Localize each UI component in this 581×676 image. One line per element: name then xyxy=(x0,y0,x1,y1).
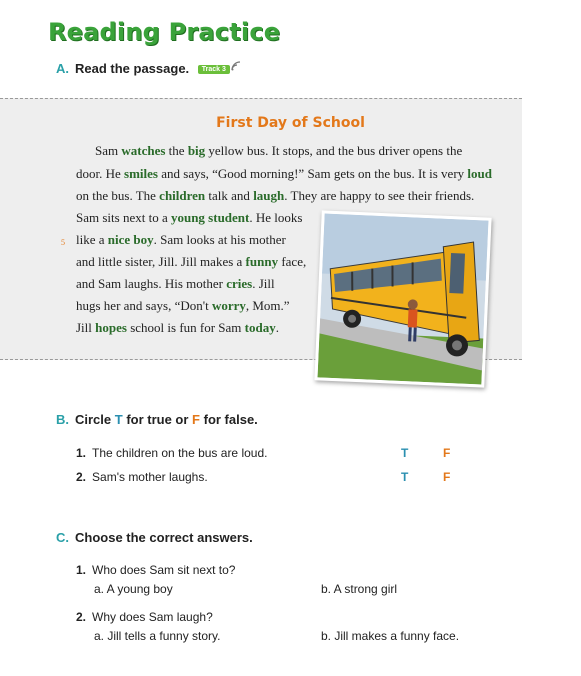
mc-question xyxy=(76,610,213,624)
passage-text: Jill xyxy=(76,320,96,335)
vocab-word: nice boy xyxy=(107,232,154,247)
passage-text: and Sam laughs. His mother xyxy=(76,276,227,291)
vocab-word: young student xyxy=(170,210,250,225)
vocab-word: loud xyxy=(467,166,492,181)
passage-text: and little sister, Jill. Jill makes a xyxy=(76,254,246,269)
passage-line xyxy=(76,210,302,226)
false-option[interactable]: F xyxy=(443,446,451,460)
question-text: Who does Sam sit next to? xyxy=(92,563,236,577)
passage-text: on the bus. The xyxy=(76,188,160,203)
answer-option-b[interactable]: b. A strong girl xyxy=(321,582,398,596)
passage-line xyxy=(76,320,279,336)
answer-option-a[interactable]: a. A young boy xyxy=(94,582,173,596)
instruction-true-letter: T xyxy=(114,412,123,427)
passage-text: Sam sits next to a xyxy=(76,210,171,225)
vocab-word: smiles xyxy=(124,166,158,181)
section-b-instruction-mid: for true or xyxy=(122,412,193,427)
passage-title: First Day of School xyxy=(216,115,365,131)
vocab-word: laugh xyxy=(253,188,285,203)
passage-text: . Jill xyxy=(252,276,275,291)
audio-wave-icon xyxy=(231,61,241,71)
passage-text: the xyxy=(165,143,188,158)
true-option[interactable]: T xyxy=(401,470,409,484)
tf-question xyxy=(76,470,208,484)
passage-line xyxy=(76,298,290,314)
section-b-instruction-post: for false. xyxy=(200,412,258,427)
question-number: 2. xyxy=(76,470,87,484)
passage-text: . xyxy=(275,320,279,335)
vocab-word: cries xyxy=(226,276,253,291)
vocab-word: children xyxy=(159,188,206,203)
question-number: 1. xyxy=(76,446,87,460)
question-text: Sam's mother laughs. xyxy=(92,470,208,484)
passage-line xyxy=(76,276,275,292)
passage-text: door. He xyxy=(76,166,125,181)
question-number: 1. xyxy=(76,563,87,577)
section-b-letter: B. xyxy=(56,412,69,427)
passage-text: , Mom.” xyxy=(245,298,290,313)
track-badge[interactable]: Track 3 xyxy=(198,65,230,74)
section-b-heading xyxy=(56,412,258,427)
section-c-instruction: Choose the correct answers. xyxy=(75,530,253,545)
passage-text: school is fun for Sam xyxy=(126,320,245,335)
vocab-word: worry xyxy=(211,298,246,313)
section-b-instruction-pre: Circle xyxy=(75,412,115,427)
question-number: 2. xyxy=(76,610,87,624)
passage-line xyxy=(76,232,286,248)
passage-line xyxy=(76,166,492,182)
passage-text: hugs her and says, “Don't xyxy=(76,298,212,313)
passage-text: yellow bus. It stops, and the bus driver opens the xyxy=(205,143,463,158)
question-text: Why does Sam laugh? xyxy=(92,610,213,624)
passage-text: . Sam looks at his mother xyxy=(153,232,286,247)
passage-text: Sam xyxy=(95,143,122,158)
false-option[interactable]: F xyxy=(443,470,451,484)
question-text: The children on the bus are loud. xyxy=(92,446,268,460)
vocab-word: hopes xyxy=(95,320,127,335)
true-option[interactable]: T xyxy=(401,446,409,460)
mc-question xyxy=(76,563,235,577)
passage-text: face, xyxy=(278,254,307,269)
answer-option-b[interactable]: b. Jill makes a funny face. xyxy=(321,629,460,643)
section-a-instruction: Read the passage. xyxy=(75,61,190,76)
section-a-letter: A. xyxy=(56,61,69,76)
vocab-word: watches xyxy=(121,143,166,158)
section-c-heading xyxy=(56,530,253,545)
school-bus-photo xyxy=(314,210,491,387)
tf-question xyxy=(76,446,267,460)
vocab-word: big xyxy=(187,143,206,158)
answer-option-a[interactable]: a. Jill tells a funny story. xyxy=(94,629,221,643)
passage-text: . They are happy to see their friends. xyxy=(284,188,475,203)
vocab-word: funny xyxy=(245,254,279,269)
section-c-letter: C. xyxy=(56,530,69,545)
passage-line xyxy=(95,143,462,159)
page-title: Reading Practice xyxy=(48,18,281,46)
passage-text: like a xyxy=(76,232,108,247)
passage-text: and says, “Good morning!” Sam gets on the bus. It is very xyxy=(157,166,468,181)
instruction-false-letter: F xyxy=(192,412,200,427)
passage-line xyxy=(76,188,474,204)
section-a-heading xyxy=(56,61,241,76)
passage-text: . He looks xyxy=(249,210,303,225)
passage-text: talk and xyxy=(205,188,254,203)
passage-line xyxy=(76,254,306,270)
vocab-word: today xyxy=(244,320,276,335)
line-number: 5 xyxy=(61,238,65,247)
